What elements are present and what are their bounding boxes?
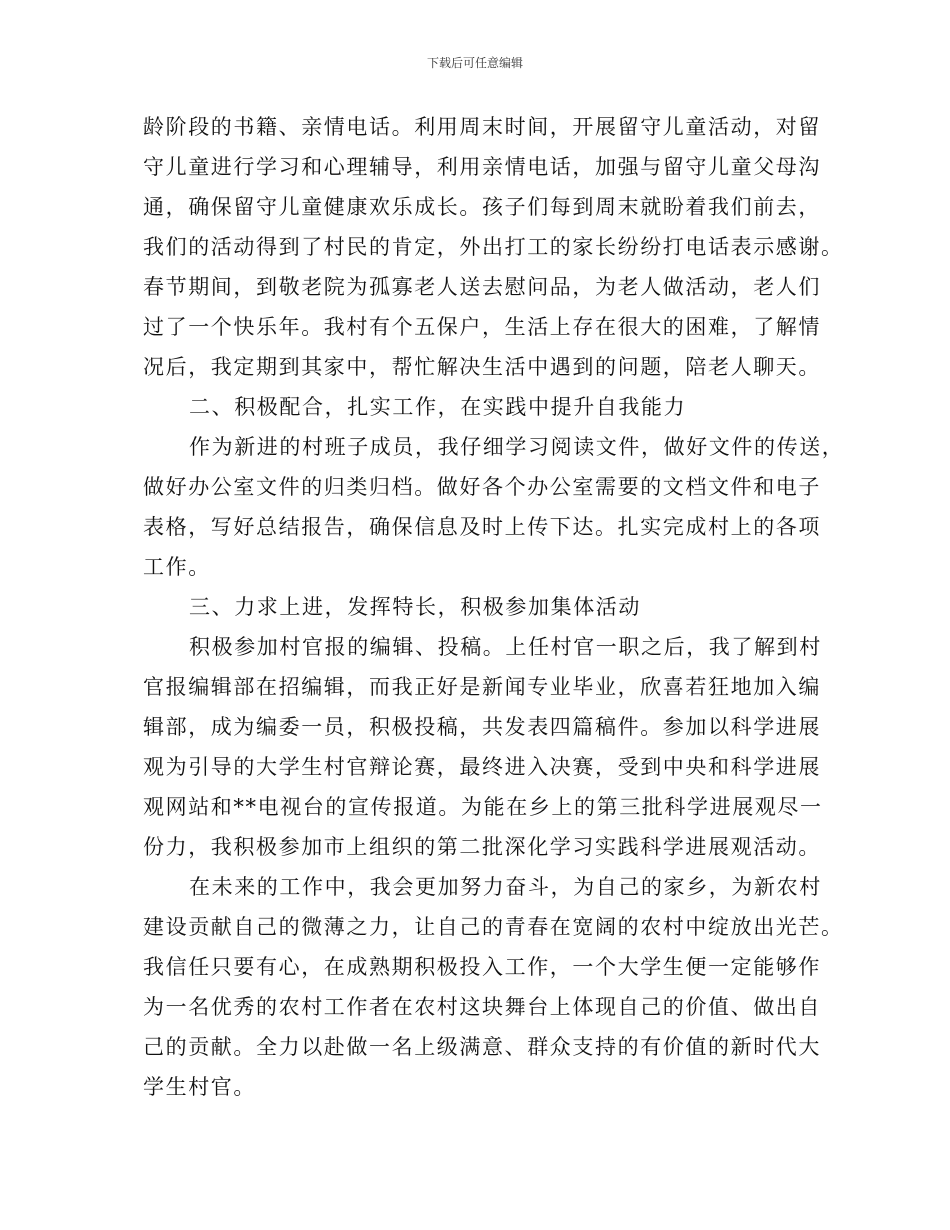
document-body: [143, 107, 845, 1107]
body-line: 龄阶段的书籍、亲情电话。利用周末时间，开展留守儿童活动，对留: [143, 115, 821, 139]
body-line: 我信任只要有心，在成熟期积极投入工作，一个大学生便一定能够作: [143, 955, 821, 979]
body-line: 份力，我积极参加市上组织的第二批深化学习实践科学进展观活动。: [143, 835, 821, 859]
body-line: 积极参加村官报的编辑、投稿。上任村官一职之后，我了解到村: [189, 635, 822, 659]
body-line: 为一名优秀的农村工作者在农村这块舞台上体现自己的价值、做出自: [143, 995, 821, 1019]
body-line: 在未来的工作中，我会更加努力奋斗，为自己的家乡，为新农村: [189, 875, 822, 899]
body-line: 作为新进的村班子成员，我仔细学习阅读文件，做好文件的传送，: [189, 435, 845, 459]
page-header-note: 下载后可任意编辑: [426, 56, 523, 70]
body-line: 春节期间，到敬老院为孤寡老人送去慰问品，为老人做活动，老人们: [143, 275, 821, 299]
body-line: 学生村官。: [143, 1075, 256, 1099]
body-line: 过了一个快乐年。我村有个五保户，生活上存在很大的困难，了解情: [143, 315, 821, 339]
section-heading-3: 三、力求上进，发挥特长，积极参加集体活动: [189, 595, 641, 619]
body-line: 表格，写好总结报告，确保信息及时上传下达。扎实完成村上的各项: [143, 515, 821, 539]
body-line: 我们的活动得到了村民的肯定，外出打工的家长纷纷打电话表示感谢。: [143, 235, 844, 259]
body-line: 官报编辑部在招编辑，而我正好是新闻专业毕业，欣喜若狂地加入编: [143, 675, 821, 699]
body-line: 工作。: [143, 555, 211, 579]
body-line: 己的贡献。全力以赴做一名上级满意、群众支持的有价值的新时代大: [143, 1035, 821, 1059]
body-line: 观网站和**电视台的宣传报道。为能在乡上的第三批科学进展观尽一: [143, 795, 823, 819]
section-heading-2: 二、积极配合，扎实工作，在实践中提升自我能力: [189, 395, 687, 419]
body-line: 通，确保留守儿童健康欢乐成长。孩子们每到周末就盼着我们前去，: [143, 195, 821, 219]
body-line: 建设贡献自己的微薄之力，让自己的青春在宽阔的农村中绽放出光芒。: [143, 915, 844, 939]
body-line: 做好办公室文件的归类归档。做好各个办公室需要的文档文件和电子: [143, 475, 821, 499]
body-line: 辑部，成为编委一员，积极投稿，共发表四篇稿件。参加以科学进展: [143, 715, 821, 739]
body-line: 守儿童进行学习和心理辅导，利用亲情电话，加强与留守儿童父母沟: [143, 155, 821, 179]
body-line: 况后，我定期到其家中，帮忙解决生活中遇到的问题，陪老人聊天。: [143, 355, 821, 379]
body-line: 观为引导的大学生村官辩论赛，最终进入决赛，受到中央和科学进展: [143, 755, 821, 779]
